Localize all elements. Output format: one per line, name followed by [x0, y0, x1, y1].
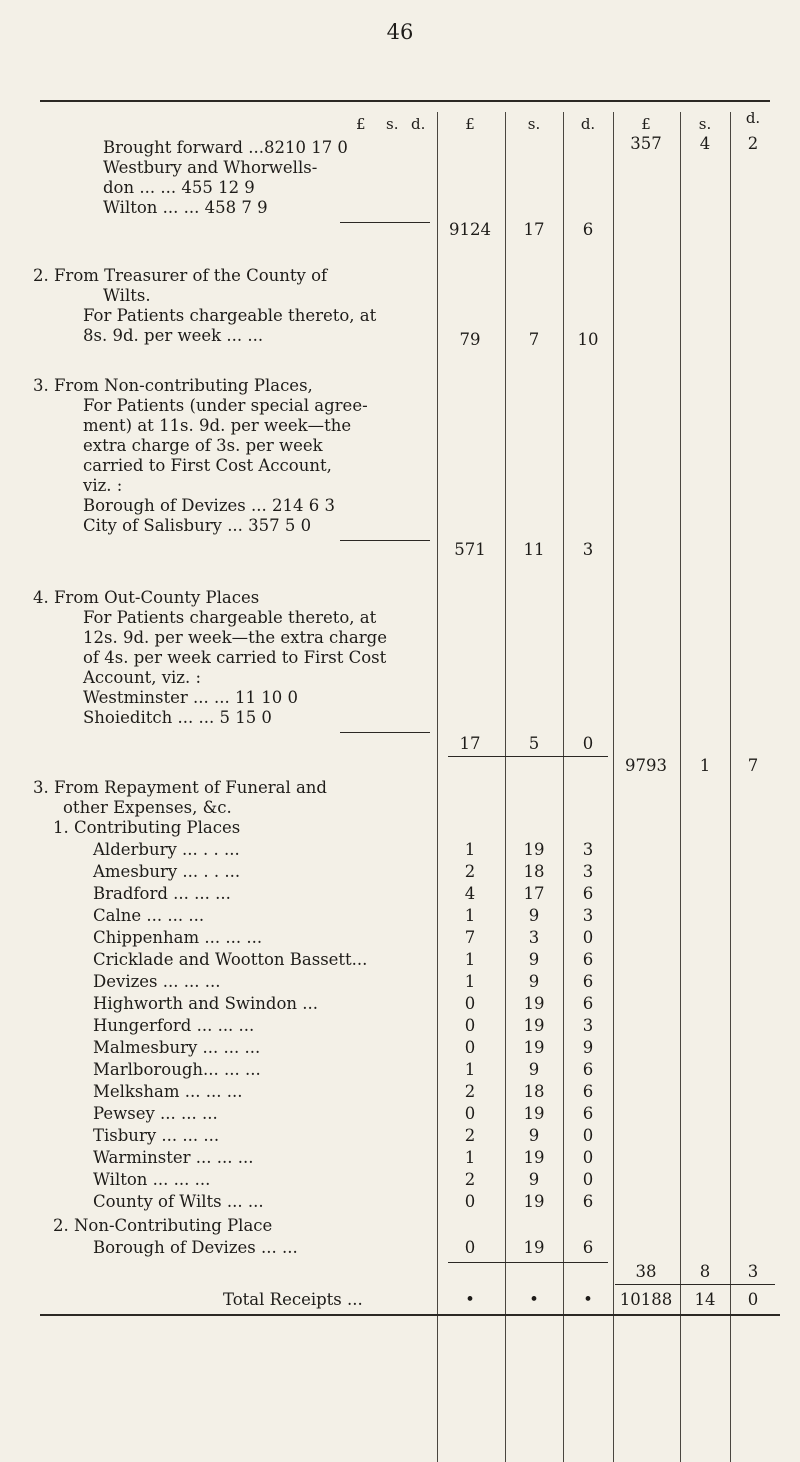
section4-right-shillings: 1 — [699, 756, 711, 775]
place-pounds: 0 — [464, 994, 476, 1013]
place-pence: 6 — [582, 994, 594, 1013]
section3-pence: 3 — [582, 540, 594, 559]
place-pounds: 1 — [464, 906, 476, 925]
place-shillings: 9 — [528, 906, 540, 925]
place-pence: 0 — [582, 1126, 594, 1145]
section3-subtotal-rule — [340, 540, 430, 541]
section2-line-3: For Patients chargeable thereto, at — [83, 306, 377, 325]
place-pence: 3 — [582, 1016, 594, 1035]
place-shillings: 9 — [528, 1170, 540, 1189]
section4-shillings: 5 — [528, 734, 540, 753]
place-name: Hungerford ... ... ... — [93, 1016, 255, 1035]
section3-line-7: Borough of Devizes ... 214 6 3 — [83, 496, 335, 515]
section5-right-shillings: 8 — [699, 1262, 711, 1281]
place-name: Bradford ... ... ... — [93, 884, 231, 903]
section5-subtotal-rule — [448, 1262, 608, 1263]
noncontributing-shillings: 19 — [523, 1238, 545, 1257]
section3-line-8: City of Salisbury ... 357 5 0 — [83, 516, 312, 535]
total-dot-1: • — [465, 1290, 475, 1309]
total-right-shillings: 14 — [694, 1290, 716, 1309]
inner-shillings-header: s. — [386, 115, 399, 133]
place-pounds: 2 — [464, 1170, 476, 1189]
section3-line-1: 3. From Non-contributing Places, — [33, 376, 313, 395]
place-pence: 3 — [582, 862, 594, 881]
section3-line-2: For Patients (under special agree- — [83, 396, 368, 415]
place-shillings: 9 — [528, 950, 540, 969]
place-name: Tisbury ... ... ... — [93, 1126, 220, 1145]
total-right-pence: 0 — [747, 1290, 759, 1309]
place-name: Amesbury ... . . ... — [93, 862, 241, 881]
section2-line-1: 2. From Treasurer of the County of — [33, 266, 328, 285]
place-pence: 0 — [582, 1148, 594, 1167]
mid-pounds-header: £ — [465, 115, 475, 133]
westbury-line-2: don ... ... 455 12 9 — [103, 178, 255, 197]
section2-pence: 10 — [577, 330, 599, 349]
section2-shillings: 7 — [528, 330, 540, 349]
section4-line-6: Westminster ... ... 11 10 0 — [83, 688, 298, 707]
mid-col-divider-1 — [505, 112, 506, 1462]
place-pounds: 4 — [464, 884, 476, 903]
westbury-line-1: Westbury and Whorwells- — [103, 158, 318, 177]
place-name: Wilton ... ... ... — [93, 1170, 211, 1189]
place-name: Cricklade and Wootton Bassett... — [93, 950, 368, 969]
place-name: Malmesbury ... ... ... — [93, 1038, 261, 1057]
place-name: Chippenham ... ... ... — [93, 928, 263, 947]
right-pence-header: d. — [745, 109, 761, 127]
place-shillings: 18 — [523, 862, 545, 881]
inner-pence-header: d. — [411, 115, 426, 133]
total-rule-upper — [615, 1284, 775, 1285]
place-shillings: 19 — [523, 1016, 545, 1035]
place-name: Alderbury ... . . ... — [93, 840, 240, 859]
section4-line-2: For Patients chargeable thereto, at — [83, 608, 377, 627]
brought-forward-line: Brought forward ...8210 17 0 — [103, 138, 348, 157]
place-shillings: 17 — [523, 884, 545, 903]
place-shillings: 9 — [528, 1060, 540, 1079]
inner-pounds-header: £ — [356, 115, 366, 133]
right-col-divider-1 — [680, 112, 681, 1462]
place-name: Devizes ... ... ... — [93, 972, 221, 991]
place-pence: 6 — [582, 884, 594, 903]
section4-line-4: of 4s. per week carried to First Cost — [83, 648, 387, 667]
section3-line-5: carried to First Cost Account, — [83, 456, 332, 475]
right-col-divider-2 — [730, 112, 731, 1462]
section5-line-3: 1. Contributing Places — [53, 818, 241, 837]
section4-pence: 0 — [582, 734, 594, 753]
forward-subtotal-pence: 6 — [582, 220, 594, 239]
bottom-rule — [40, 1314, 780, 1316]
place-pence: 3 — [582, 840, 594, 859]
place-name: Marlborough... ... ... — [93, 1060, 261, 1079]
section4-subtotal-rule — [340, 732, 430, 733]
place-pence: 6 — [582, 1082, 594, 1101]
total-dot-3: • — [583, 1290, 593, 1309]
brought-forward-right-shillings: 4 — [699, 134, 711, 153]
right-shillings-header: s. — [698, 115, 712, 133]
mid-total-rule — [448, 756, 608, 757]
place-name: Warminster ... ... ... — [93, 1148, 254, 1167]
section3-line-6: viz. : — [83, 476, 123, 495]
section4-line-5: Account, viz. : — [83, 668, 202, 687]
section4-right-pounds: 9793 — [625, 756, 667, 775]
section4-pounds: 17 — [459, 734, 481, 753]
place-shillings: 9 — [528, 1126, 540, 1145]
brought-forward-right-pence: 2 — [747, 134, 759, 153]
section3-line-3: ment) at 11s. 9d. per week—the — [83, 416, 352, 435]
place-shillings: 19 — [523, 1192, 545, 1211]
right-left-border — [613, 112, 614, 1462]
place-pence: 0 — [582, 1170, 594, 1189]
place-name: Pewsey ... ... ... — [93, 1104, 218, 1123]
section4-line-7: Shoieditch ... ... 5 15 0 — [83, 708, 272, 727]
section3-line-4: extra charge of 3s. per week — [83, 436, 323, 455]
place-pence: 6 — [582, 1104, 594, 1123]
place-pounds: 0 — [464, 1038, 476, 1057]
place-pounds: 0 — [464, 1192, 476, 1211]
forward-subtotal-pounds: 9124 — [449, 220, 491, 239]
place-shillings: 18 — [523, 1082, 545, 1101]
place-pounds: 1 — [464, 1148, 476, 1167]
place-pence: 0 — [582, 928, 594, 947]
place-pence: 9 — [582, 1038, 594, 1057]
place-pence: 6 — [582, 1060, 594, 1079]
top-rule — [40, 100, 770, 102]
section3-pounds: 571 — [454, 540, 486, 559]
place-pence: 6 — [582, 972, 594, 991]
section5-line-1: 3. From Repayment of Funeral and — [33, 778, 327, 797]
place-shillings: 9 — [528, 972, 540, 991]
place-shillings: 19 — [523, 840, 545, 859]
noncontributing-place-name: Borough of Devizes ... ... — [93, 1238, 298, 1257]
section4-line-1: 4. From Out-County Places — [33, 588, 260, 607]
page-number: 46 — [386, 20, 414, 44]
noncontributing-heading: 2. Non-Contributing Place — [53, 1216, 273, 1235]
section2-pounds: 79 — [459, 330, 481, 349]
total-receipts-label: Total Receipts ... — [223, 1290, 363, 1309]
right-pounds-header: £ — [641, 115, 651, 133]
place-pounds: 1 — [464, 972, 476, 991]
place-pounds: 2 — [464, 862, 476, 881]
place-pounds: 0 — [464, 1016, 476, 1035]
mid-left-border — [437, 112, 438, 1462]
place-pence: 3 — [582, 906, 594, 925]
wilton-subtotal-rule — [340, 222, 430, 223]
place-pounds: 1 — [464, 840, 476, 859]
mid-col-divider-2 — [563, 112, 564, 1462]
section5-right-pence: 3 — [747, 1262, 759, 1281]
place-pounds: 1 — [464, 1060, 476, 1079]
place-pounds: 1 — [464, 950, 476, 969]
mid-shillings-header: s. — [527, 115, 541, 133]
place-shillings: 19 — [523, 994, 545, 1013]
section2-line-2: Wilts. — [103, 286, 151, 305]
wilton-line: Wilton ... ... 458 7 9 — [103, 198, 268, 217]
section2-line-4: 8s. 9d. per week ... ... — [83, 326, 264, 345]
place-shillings: 19 — [523, 1038, 545, 1057]
total-right-pounds: 10188 — [619, 1290, 673, 1309]
section4-right-pence: 7 — [747, 756, 759, 775]
place-pounds: 2 — [464, 1126, 476, 1145]
place-shillings: 19 — [523, 1148, 545, 1167]
section3-shillings: 11 — [523, 540, 545, 559]
place-pounds: 7 — [464, 928, 476, 947]
place-pounds: 2 — [464, 1082, 476, 1101]
forward-subtotal-shillings: 17 — [523, 220, 545, 239]
brought-forward-right-pounds: 357 — [630, 134, 662, 153]
place-pence: 6 — [582, 950, 594, 969]
section5-right-pounds: 38 — [635, 1262, 657, 1281]
section4-line-3: 12s. 9d. per week—the extra charge — [83, 628, 387, 647]
total-dot-2: • — [529, 1290, 539, 1309]
section5-line-2: other Expenses, &c. — [63, 798, 232, 817]
place-pence: 6 — [582, 1192, 594, 1211]
place-name: Highworth and Swindon ... — [93, 994, 319, 1013]
place-shillings: 3 — [528, 928, 540, 947]
place-name: County of Wilts ... ... — [93, 1192, 264, 1211]
place-shillings: 19 — [523, 1104, 545, 1123]
place-pounds: 0 — [464, 1104, 476, 1123]
noncontributing-pounds: 0 — [464, 1238, 476, 1257]
mid-pence-header: d. — [580, 115, 596, 133]
noncontributing-pence: 6 — [582, 1238, 594, 1257]
place-name: Calne ... ... ... — [93, 906, 205, 925]
place-name: Melksham ... ... ... — [93, 1082, 243, 1101]
